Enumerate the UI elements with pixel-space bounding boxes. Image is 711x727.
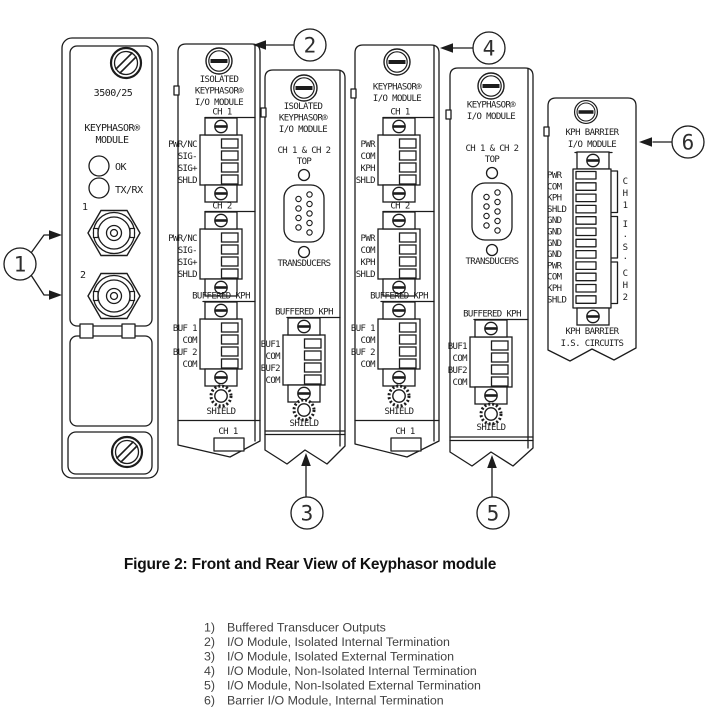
buffered-header: BUFFERED KPH	[192, 291, 250, 302]
connector-label: TRANSDUCERS	[277, 259, 331, 269]
callout-3	[291, 453, 323, 529]
terminal-label: COM	[360, 336, 375, 346]
terminal-cell	[576, 262, 596, 270]
callout-number: 4	[482, 36, 496, 61]
panel-title: KEYPHASOR®	[372, 82, 422, 93]
terminal-label: COM	[182, 360, 197, 370]
screw-icon	[111, 48, 141, 78]
callout-number: 1	[13, 252, 27, 277]
terminal-cell	[576, 273, 596, 281]
terminal-label: COM	[265, 376, 280, 386]
panel-title: I/O MODULE	[567, 140, 617, 150]
terminal-label: SIG+	[177, 258, 197, 268]
terminal-label: KPH	[547, 284, 562, 294]
terminal-label: COM	[360, 246, 375, 256]
arrowhead-icon	[487, 455, 497, 468]
panel-title: KEYPHASOR®	[466, 100, 516, 111]
arrowhead-icon	[49, 230, 62, 240]
terminal-label: SHLD	[355, 176, 375, 186]
edge-notch	[261, 108, 266, 117]
ch2-header: CH 2	[390, 201, 410, 212]
bezel-notch	[80, 324, 93, 338]
terminal-label: BUF 1	[350, 324, 375, 334]
legend-number: 6)	[203, 693, 215, 708]
leader-line	[31, 235, 50, 253]
group-label-ch1: C	[622, 177, 628, 187]
module-name-line1: KEYPHASOR®	[84, 123, 140, 134]
terminal-label: SHLD	[547, 204, 567, 215]
channels-subheader: TOP	[484, 155, 500, 165]
channels-subheader: TOP	[296, 157, 312, 167]
shield-label: SHIELD	[289, 419, 319, 429]
arrowhead-icon	[301, 453, 311, 466]
connector-label: TRANSDUCERS	[465, 257, 519, 267]
terminal-screw	[577, 308, 609, 325]
terminal-label: COM	[265, 352, 280, 362]
panel-title: KEYPHASOR®	[194, 86, 244, 97]
legend-item: Barrier I/O Module, Internal Termination	[227, 693, 444, 708]
terminal-label: PWR/NC	[168, 140, 197, 150]
terminal-block-buffered	[470, 320, 512, 404]
bnc2-label: 2	[80, 270, 86, 281]
panel-title: I/O MODULE	[194, 98, 244, 108]
terminal-label: SIG-	[177, 152, 197, 162]
group-label-ch2: C	[622, 269, 628, 279]
terminal-screw	[577, 152, 609, 169]
legend-item: I/O Module, Isolated Internal Termination	[227, 635, 450, 650]
shield-knob	[389, 386, 409, 406]
group-label-is: .	[622, 252, 628, 262]
panel-title: I/O MODULE	[372, 94, 422, 104]
terminal-cell	[576, 172, 596, 180]
terminal-label: PWR	[360, 234, 375, 244]
terminal-block-buffered	[200, 302, 242, 386]
callout-number: 5	[486, 501, 500, 526]
shield-label: SHIELD	[206, 407, 236, 417]
io-module-isolated-external	[261, 70, 345, 464]
group-label-is: S	[622, 243, 628, 253]
figure-caption: Figure 2: Front and Rear View of Keyphasor module	[123, 556, 497, 573]
terminal-label: GND	[547, 238, 562, 249]
arrowhead-icon	[639, 137, 652, 147]
ch1-header: CH 1	[212, 107, 232, 118]
callout-2	[253, 29, 326, 61]
shield-label: SHIELD	[476, 423, 506, 433]
panel-title: KEYPHASOR®	[278, 113, 328, 124]
terminal-cell	[576, 183, 596, 191]
shield-knob	[481, 404, 501, 424]
barrier-footer-line1: KPH BARRIER	[565, 327, 619, 337]
shield-label: SHIELD	[384, 407, 414, 417]
dsub-connector	[284, 185, 324, 242]
terminal-cell	[576, 217, 596, 225]
leader-line	[31, 275, 50, 295]
terminal-label: BUF 1	[172, 324, 197, 334]
channels-header: CH 1 & CH 2	[465, 144, 519, 154]
terminal-label: COM	[360, 360, 375, 370]
terminal-label: SHLD	[177, 270, 197, 280]
panel-title: ISOLATED	[199, 75, 239, 85]
callout-1	[4, 230, 62, 300]
terminal-cell	[576, 285, 596, 293]
module-name-line2: MODULE	[95, 135, 129, 146]
legend-number: 1)	[203, 620, 215, 635]
group-label-ch1: H	[622, 189, 628, 199]
callout-number: 3	[300, 501, 314, 526]
bezel-notch	[122, 324, 135, 338]
txrx-led-label: TX/RX	[115, 185, 143, 196]
shield-knob	[211, 386, 231, 406]
terminal-block-ch1	[200, 118, 242, 202]
terminal-label: SHLD	[355, 270, 375, 280]
terminal-label: KPH	[547, 193, 562, 204]
terminal-label: PWR	[547, 171, 562, 181]
panel-title: KPH BARRIER	[565, 128, 619, 138]
legend-number: 5)	[203, 678, 215, 693]
ok-led-label: OK	[115, 162, 127, 173]
edge-notch	[446, 110, 451, 119]
edge-notch	[351, 89, 356, 98]
panel-title: I/O MODULE	[466, 112, 516, 122]
screw-icon	[206, 48, 232, 74]
card-edge-tab	[214, 438, 244, 451]
terminal-cell	[576, 205, 596, 213]
dsub-connector	[472, 183, 512, 240]
legend-item: Buffered Transducer Outputs	[227, 620, 386, 635]
group-label-is: .	[622, 230, 628, 240]
legend-item: I/O Module, Non-Isolated External Termination	[227, 678, 481, 693]
terminal-label: PWR	[360, 140, 375, 150]
callout-number: 6	[681, 130, 695, 155]
card-edge-label: CH 1	[218, 427, 238, 437]
terminal-label: COM	[547, 272, 562, 283]
terminal-label: SIG-	[177, 246, 197, 256]
terminal-label: GND	[547, 250, 562, 261]
group-label-ch1: 1	[622, 201, 628, 211]
jack-screw-hole	[487, 168, 498, 179]
model-number: 3500/25	[93, 88, 133, 99]
screw-icon	[384, 49, 410, 75]
panel-title: I/O MODULE	[278, 125, 328, 135]
jack-screw-hole	[299, 170, 310, 181]
terminal-cell	[576, 296, 596, 304]
legend-number: 2)	[203, 635, 215, 650]
jack-screw-hole	[299, 247, 310, 258]
buffered-header: BUFFERED KPH	[275, 307, 333, 318]
terminal-label: BUF 2	[350, 348, 375, 358]
card-edge-tab	[391, 438, 421, 451]
terminal-cell	[576, 239, 596, 247]
bnc1-label: 1	[82, 202, 88, 213]
screw-icon	[575, 101, 598, 124]
panel-title: ISOLATED	[283, 102, 323, 112]
terminal-label: GND	[547, 227, 562, 238]
terminal-label: PWR/NC	[168, 234, 197, 244]
buffered-header: BUFFERED KPH	[370, 291, 428, 302]
legend-number: 3)	[203, 649, 215, 664]
io-module-nonisolated-internal	[351, 45, 439, 457]
terminal-block-ch1	[378, 118, 420, 202]
io-module-isolated-internal	[168, 44, 260, 457]
terminal-label: SHLD	[547, 295, 567, 306]
ch2-header: CH 2	[212, 201, 232, 212]
edge-notch	[174, 86, 179, 95]
terminal-label: BUF1	[447, 342, 467, 352]
terminal-label: BUF 2	[172, 348, 197, 358]
panel-outline	[62, 38, 158, 478]
terminal-cell	[576, 251, 596, 259]
terminal-cell	[576, 194, 596, 202]
terminal-label: COM	[547, 182, 562, 193]
callout-4	[440, 32, 505, 64]
callout-5	[477, 455, 509, 529]
legend-number: 4)	[203, 664, 215, 679]
callout-number: 2	[303, 33, 317, 58]
terminal-label: COM	[182, 336, 197, 346]
ch1-header: CH 1	[390, 107, 410, 118]
terminal-label: PWR	[547, 261, 562, 272]
terminal-label: BUF2	[447, 366, 467, 376]
terminal-label: GND	[547, 216, 562, 227]
terminal-label: KPH	[360, 258, 375, 268]
buffered-header: BUFFERED KPH	[463, 309, 521, 320]
arrowhead-icon	[440, 43, 453, 53]
terminal-cell	[576, 228, 596, 236]
arrowhead-icon	[49, 290, 62, 300]
group-label-is: I	[622, 220, 628, 230]
terminal-label: COM	[360, 152, 375, 162]
shield-knob	[294, 400, 314, 420]
callout-6	[639, 126, 704, 158]
terminal-block-buffered	[378, 302, 420, 386]
group-label-ch2: 2	[622, 293, 628, 303]
legend-item: I/O Module, Non-Isolated Internal Termination	[227, 664, 477, 679]
screw-icon	[291, 75, 317, 101]
figure-legend	[204, 621, 481, 708]
terminal-label: BUF1	[260, 340, 280, 350]
terminal-label: SIG+	[177, 164, 197, 174]
screw-icon	[478, 73, 504, 99]
channels-header: CH 1 & CH 2	[277, 146, 331, 156]
terminal-label: BUF2	[260, 364, 280, 374]
terminal-label: COM	[452, 378, 467, 388]
terminal-block-ch2	[378, 212, 420, 296]
legend-item: I/O Module, Isolated External Termination	[227, 649, 455, 664]
screw-icon	[112, 437, 142, 467]
io-module-nonisolated-external	[446, 68, 533, 466]
barrier-io-module	[544, 98, 636, 361]
group-label-ch2: H	[622, 281, 628, 291]
terminal-label: SHLD	[177, 176, 197, 186]
front-panel-3500-25	[62, 38, 158, 478]
terminal-block-buffered	[283, 318, 325, 402]
terminal-label: COM	[452, 354, 467, 364]
jack-screw-hole	[487, 245, 498, 256]
edge-notch	[544, 127, 549, 136]
terminal-block-ch2	[200, 212, 242, 296]
card-edge-label: CH 1	[395, 427, 415, 437]
terminal-label: KPH	[360, 164, 375, 174]
barrier-footer-line2: I.S. CIRCUITS	[560, 339, 624, 349]
